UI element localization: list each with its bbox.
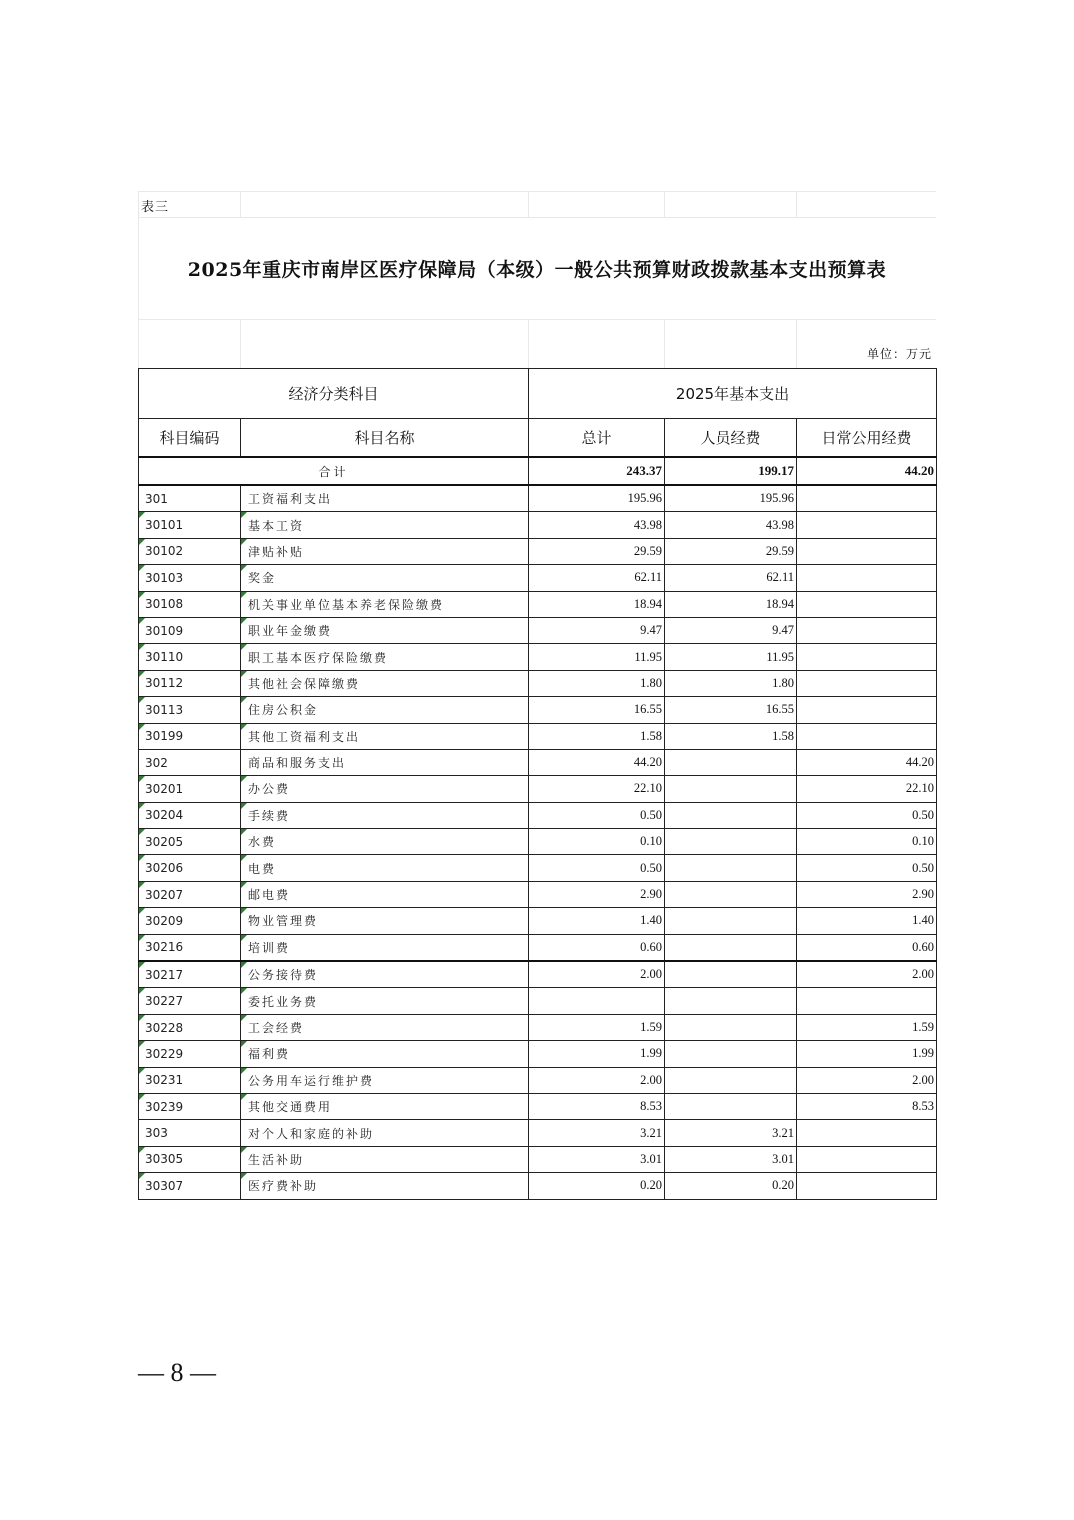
cell-name-text: 职业年金缴费 (248, 624, 333, 639)
cell-name (241, 697, 529, 723)
cell-code-text: 30103 (145, 570, 184, 585)
table-row (139, 1041, 937, 1067)
cell-marker-icon (139, 988, 145, 994)
cell-public (797, 538, 937, 564)
cell-marker-icon (241, 962, 247, 968)
cell-total: 3.01 (529, 1146, 665, 1172)
cell-public (797, 512, 937, 538)
cell-code: 301 (139, 485, 241, 512)
cell-personnel (665, 881, 797, 907)
cell-total: 0.60 (529, 934, 665, 961)
cell-total: 8.53 (529, 1093, 665, 1119)
cell-marker-icon (241, 1173, 247, 1179)
cell-public: 0.60 (797, 934, 937, 961)
cell-name-text: 奖金 (248, 571, 277, 586)
cell-public: 1.59 (797, 1014, 937, 1040)
cell-personnel (665, 1093, 797, 1119)
cell-code: 302 (139, 749, 241, 775)
cell-personnel (665, 934, 797, 961)
cell-name-text: 水费 (248, 835, 277, 850)
cell-personnel (665, 802, 797, 828)
cell-marker-icon (139, 776, 145, 782)
cell-code (139, 538, 241, 564)
cell-code: 303 (139, 1120, 241, 1146)
cell-public (797, 644, 937, 670)
cell-total: 1.80 (529, 670, 665, 696)
table-row (139, 908, 937, 934)
cell-code-text: 30110 (145, 650, 184, 665)
cell-marker-icon (241, 882, 247, 888)
cell-personnel: 1.58 (665, 723, 797, 749)
cell-total: 1.59 (529, 1014, 665, 1040)
table-row (139, 829, 937, 855)
cell-public (797, 591, 937, 617)
cell-marker-icon (241, 776, 247, 782)
cell-name: 工资福利支出 (241, 485, 529, 512)
cell-code (139, 670, 241, 696)
cell-marker-icon (139, 1015, 145, 1021)
table-row (139, 538, 937, 564)
cell-name (241, 776, 529, 802)
header-code: 科目编码 (139, 419, 241, 458)
cell-name (241, 670, 529, 696)
header-name: 科目名称 (241, 419, 529, 458)
cell-name-text: 住房公积金 (248, 703, 319, 718)
cell-marker-icon (241, 1041, 247, 1047)
cell-personnel: 3.21 (665, 1120, 797, 1146)
cell-name (241, 855, 529, 881)
cell-personnel: 195.96 (665, 485, 797, 512)
cell-personnel: 16.55 (665, 697, 797, 723)
cell-personnel: 18.94 (665, 591, 797, 617)
cell-code-text: 30101 (145, 518, 184, 533)
cell-marker-icon (241, 671, 247, 677)
cell-public (797, 670, 937, 696)
cell-personnel: 62.11 (665, 565, 797, 591)
cell-code-text: 30207 (145, 887, 184, 902)
cell-name-text: 其他社会保障缴费 (248, 676, 361, 691)
cell-marker-icon (241, 855, 247, 861)
cell-name-text: 福利费 (248, 1047, 291, 1062)
cell-marker-icon (241, 512, 247, 518)
cell-public (797, 485, 937, 512)
cell-name: 对个人和家庭的补助 (241, 1120, 529, 1146)
cell-total: 2.00 (529, 961, 665, 988)
page-number: — 8 — (138, 1358, 216, 1387)
cell-name-text: 津贴补贴 (248, 544, 305, 559)
cell-code (139, 1146, 241, 1172)
cell-code (139, 644, 241, 670)
cell-total (529, 988, 665, 1014)
cell-marker-icon (241, 644, 247, 650)
cell-marker-icon (139, 829, 145, 835)
cell-name-text: 手续费 (248, 808, 291, 823)
cell-marker-icon (139, 671, 145, 677)
cell-marker-icon (139, 565, 145, 571)
cell-code (139, 1093, 241, 1119)
cell-public (797, 1146, 937, 1172)
cell-marker-icon (139, 697, 145, 703)
header-row-group (139, 369, 937, 419)
cell-marker-icon (241, 1147, 247, 1153)
cell-code (139, 881, 241, 907)
cell-name-text: 其他交通费用 (248, 1100, 333, 1115)
cell-code-text: 30201 (145, 781, 184, 796)
cell-total: 44.20 (529, 749, 665, 775)
cell-personnel (665, 1014, 797, 1040)
cell-code-text: 30216 (145, 940, 184, 955)
header-public: 日常公用经费 (797, 419, 937, 458)
cell-name (241, 1146, 529, 1172)
cell-marker-icon (139, 908, 145, 914)
cell-code (139, 908, 241, 934)
cell-marker-icon (241, 935, 247, 941)
cell-code-text: 30227 (145, 994, 184, 1009)
cell-total: 3.21 (529, 1120, 665, 1146)
table-row (139, 1014, 937, 1040)
cell-marker-icon (241, 592, 247, 598)
table-row (139, 485, 937, 512)
cell-name-text: 基本工资 (248, 518, 305, 533)
cell-total: 43.98 (529, 512, 665, 538)
table-row (139, 1173, 937, 1199)
cell-code-text: 30206 (145, 861, 184, 876)
cell-public (797, 565, 937, 591)
table-row (139, 776, 937, 802)
cell-marker-icon (139, 512, 145, 518)
cell-total: 16.55 (529, 697, 665, 723)
cell-name-text: 职工基本医疗保险缴费 (248, 650, 389, 665)
cell-code (139, 617, 241, 643)
totals-personnel: 199.17 (665, 457, 797, 485)
cell-total: 1.58 (529, 723, 665, 749)
cell-code (139, 1014, 241, 1040)
cell-code-text: 30113 (145, 702, 184, 717)
cell-name (241, 644, 529, 670)
table-row (139, 617, 937, 643)
cell-total: 18.94 (529, 591, 665, 617)
cell-personnel: 3.01 (665, 1146, 797, 1172)
cell-code (139, 829, 241, 855)
cell-total: 0.20 (529, 1173, 665, 1199)
cell-personnel: 29.59 (665, 538, 797, 564)
cell-name (241, 988, 529, 1014)
cell-marker-icon (241, 618, 247, 624)
table-row (139, 1146, 937, 1172)
cell-code-text: 30239 (145, 1099, 184, 1114)
cell-total: 1.40 (529, 908, 665, 934)
cell-marker-icon (241, 724, 247, 730)
table-row (139, 1120, 937, 1146)
unit-label: 单位：万元 (866, 347, 932, 361)
cell-code-text: 30102 (145, 544, 184, 559)
table-row (139, 1093, 937, 1119)
cell-code-text: 30108 (145, 597, 184, 612)
cell-code (139, 591, 241, 617)
cell-public: 2.00 (797, 1067, 937, 1093)
header-row-columns (139, 419, 937, 458)
cell-public: 1.40 (797, 908, 937, 934)
table-row (139, 749, 937, 775)
cell-marker-icon (139, 935, 145, 941)
cell-marker-icon (241, 539, 247, 545)
totals-public: 44.20 (797, 457, 937, 485)
cell-public: 0.50 (797, 802, 937, 828)
table-row (139, 512, 937, 538)
cell-personnel (665, 855, 797, 881)
cell-name (241, 1093, 529, 1119)
cell-name (241, 829, 529, 855)
cell-marker-icon (241, 1015, 247, 1021)
cell-name-text: 其他工资福利支出 (248, 729, 361, 744)
table-row (139, 723, 937, 749)
cell-total: 11.95 (529, 644, 665, 670)
cell-marker-icon (139, 1147, 145, 1153)
totals-label: 合计 (139, 457, 529, 485)
header-total: 总计 (529, 419, 665, 458)
header-economic-classification: 经济分类科目 (139, 369, 529, 419)
cell-public (797, 1173, 937, 1199)
cell-name-text: 电费 (248, 861, 277, 876)
cell-code (139, 961, 241, 988)
cell-name-text: 公务用车运行维护费 (248, 1073, 375, 1088)
table-row (139, 565, 937, 591)
cell-name-text: 工会经费 (248, 1021, 305, 1035)
cell-name (241, 1014, 529, 1040)
cell-code (139, 1173, 241, 1199)
cell-public (797, 988, 937, 1014)
cell-total: 195.96 (529, 485, 665, 512)
cell-marker-icon (139, 592, 145, 598)
cell-name-text: 邮电费 (248, 888, 291, 903)
cell-name-text: 培训费 (248, 940, 291, 955)
header-personnel: 人员经费 (665, 419, 797, 458)
cell-code (139, 723, 241, 749)
cell-name-text: 医疗费补助 (248, 1179, 319, 1194)
cell-public: 44.20 (797, 749, 937, 775)
cell-code-text: 30229 (145, 1046, 184, 1061)
cell-name (241, 934, 529, 961)
cell-code (139, 1067, 241, 1093)
cell-marker-icon (139, 539, 145, 545)
table-row (139, 855, 937, 881)
cell-name (241, 1041, 529, 1067)
cell-marker-icon (241, 1094, 247, 1100)
cell-total: 0.10 (529, 829, 665, 855)
table-row (139, 591, 937, 617)
table-row (139, 881, 937, 907)
table-row (139, 988, 937, 1014)
cell-total: 0.50 (529, 855, 665, 881)
cell-personnel (665, 829, 797, 855)
cell-marker-icon (241, 565, 247, 571)
cell-code-text: 30204 (145, 808, 184, 823)
header-basic-expenditure: 2025年基本支出 (529, 369, 937, 419)
cell-name-text: 生活补助 (248, 1152, 305, 1167)
cell-name (241, 961, 529, 988)
cell-personnel (665, 1067, 797, 1093)
cell-marker-icon (139, 1068, 145, 1074)
cell-personnel: 43.98 (665, 512, 797, 538)
cell-name (241, 1067, 529, 1093)
cell-personnel: 0.20 (665, 1173, 797, 1199)
table-row (139, 802, 937, 828)
cell-name-text: 公务接待费 (248, 968, 319, 983)
cell-marker-icon (139, 1041, 145, 1047)
cell-total: 1.99 (529, 1041, 665, 1067)
cell-personnel (665, 961, 797, 988)
cell-public: 2.00 (797, 961, 937, 988)
cell-public (797, 1120, 937, 1146)
cell-name (241, 723, 529, 749)
cell-code (139, 855, 241, 881)
table-row (139, 1067, 937, 1093)
cell-name (241, 512, 529, 538)
table-label: 表三 (141, 200, 170, 215)
cell-code (139, 934, 241, 961)
totals-total: 243.37 (529, 457, 665, 485)
cell-marker-icon (241, 697, 247, 703)
cell-public (797, 697, 937, 723)
cell-name (241, 802, 529, 828)
cell-total: 22.10 (529, 776, 665, 802)
cell-marker-icon (139, 882, 145, 888)
cell-public: 22.10 (797, 776, 937, 802)
cell-code-text: 30217 (145, 967, 184, 982)
cell-code (139, 1041, 241, 1067)
cell-personnel (665, 988, 797, 1014)
cell-code-text: 30231 (145, 1073, 184, 1088)
cell-personnel (665, 749, 797, 775)
cell-marker-icon (139, 724, 145, 730)
cell-name-text: 机关事业单位基本养老保险缴费 (248, 597, 445, 612)
cell-public: 0.50 (797, 855, 937, 881)
table-row (139, 961, 937, 988)
cell-public (797, 723, 937, 749)
cell-marker-icon (139, 1173, 145, 1179)
cell-marker-icon (139, 644, 145, 650)
cell-personnel: 11.95 (665, 644, 797, 670)
cell-personnel (665, 776, 797, 802)
cell-code-text: 30205 (145, 834, 184, 849)
cell-marker-icon (139, 855, 145, 861)
cell-marker-icon (241, 988, 247, 994)
cell-name (241, 1173, 529, 1199)
cell-marker-icon (241, 829, 247, 835)
cell-public: 1.99 (797, 1041, 937, 1067)
cell-name (241, 881, 529, 907)
page-title: 2025年重庆市南岸区医疗保障局（本级）一般公共预算财政拨款基本支出预算表 (187, 259, 887, 281)
cell-public: 8.53 (797, 1093, 937, 1119)
table-row (139, 934, 937, 961)
cell-code-text: 30199 (145, 729, 184, 744)
cell-personnel (665, 1041, 797, 1067)
cell-code-text: 30307 (145, 1178, 184, 1193)
cell-name (241, 538, 529, 564)
cell-marker-icon (241, 908, 247, 914)
cell-name-text: 委托业务费 (248, 994, 319, 1009)
cell-public (797, 617, 937, 643)
cell-code (139, 697, 241, 723)
cell-name (241, 591, 529, 617)
cell-code (139, 512, 241, 538)
cell-marker-icon (139, 803, 145, 809)
cell-total: 9.47 (529, 617, 665, 643)
cell-code-text: 30112 (145, 676, 184, 691)
cell-marker-icon (139, 962, 145, 968)
cell-code (139, 565, 241, 591)
cell-code (139, 988, 241, 1014)
cell-marker-icon (139, 618, 145, 624)
cell-code (139, 776, 241, 802)
cell-total: 2.00 (529, 1067, 665, 1093)
budget-table (138, 368, 937, 1200)
cell-marker-icon (241, 803, 247, 809)
cell-name (241, 617, 529, 643)
table-row (139, 697, 937, 723)
cell-personnel (665, 908, 797, 934)
cell-marker-icon (241, 1068, 247, 1074)
cell-total: 62.11 (529, 565, 665, 591)
cell-total: 0.50 (529, 802, 665, 828)
cell-name (241, 908, 529, 934)
table-row (139, 670, 937, 696)
cell-code-text: 30209 (145, 913, 184, 928)
cell-name: 商品和服务支出 (241, 749, 529, 775)
cell-personnel: 1.80 (665, 670, 797, 696)
cell-public: 0.10 (797, 829, 937, 855)
cell-marker-icon (139, 1094, 145, 1100)
cell-personnel: 9.47 (665, 617, 797, 643)
cell-name-text: 物业管理费 (248, 914, 319, 929)
cell-code-text: 30305 (145, 1152, 184, 1167)
cell-total: 29.59 (529, 538, 665, 564)
cell-code-text: 30109 (145, 623, 184, 638)
cell-public: 2.90 (797, 881, 937, 907)
cell-code (139, 802, 241, 828)
cell-name-text: 办公费 (248, 782, 291, 797)
table-row (139, 644, 937, 670)
cell-total: 2.90 (529, 881, 665, 907)
totals-row (139, 457, 937, 485)
cell-name (241, 565, 529, 591)
cell-code-text: 30228 (145, 1020, 184, 1035)
